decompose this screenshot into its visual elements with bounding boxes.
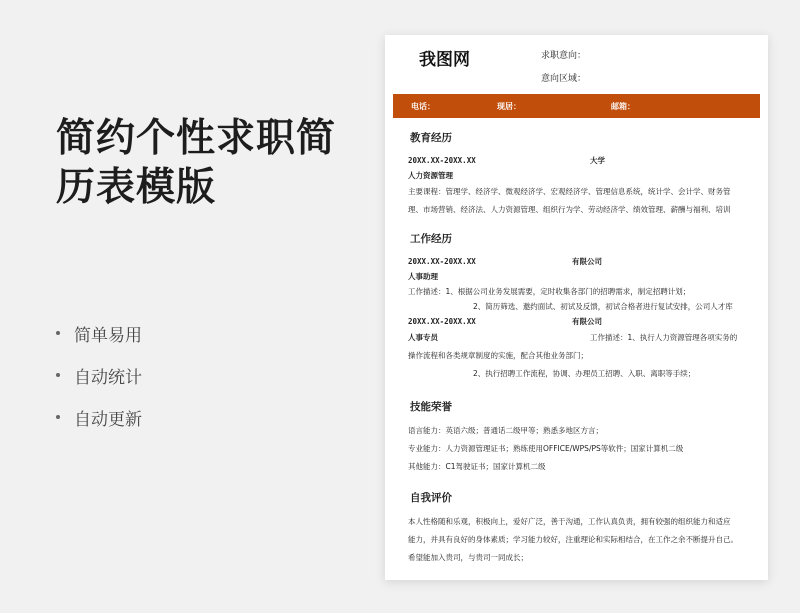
education-row [408, 153, 760, 168]
resume-preview [385, 35, 768, 580]
job1-desc-2: 2、简历筛选、邀约面试、初试及反馈，初试合格者进行复试安排，公司人才库 [473, 302, 733, 311]
skill-other: 其他能力：C1驾驶证书；国家计算机二级 [408, 462, 546, 471]
education-major: 人力资源管理 [408, 171, 453, 180]
work-title: 工作经历 [410, 233, 452, 245]
skill-language: 语言能力：英语六级；普通话二级甲等；熟悉多地区方言； [408, 426, 603, 435]
self-eval-line-3: 希望能加入贵司，与贵司一同成长； [408, 553, 528, 562]
brand-name: 我图网 [419, 50, 470, 70]
contact-bar [393, 94, 760, 118]
job1-period: 20XX.XX-20XX.XX [408, 257, 476, 266]
self-eval-line-1: 本人性格随和乐观，积极向上，爱好广泛，善于沟通，工作认真负责，拥有较强的组织能力和适应 [408, 517, 731, 526]
job2-company: 有限公司 [572, 317, 602, 326]
job1-company: 有限公司 [572, 257, 602, 266]
job2-desc-3: 2、执行招聘工作流程，协调、办理员工招聘、入职、离职等手续； [473, 369, 696, 378]
phone-label: 电话： [411, 102, 435, 111]
education-courses-2: 理、市场营销、经济法、人力资源管理、组织行为学、劳动经济学、绩效管理、薪酬与福利、培训 [408, 205, 731, 214]
area-label: 意向区域： [541, 74, 587, 84]
feature-item [56, 312, 142, 354]
job2-role: 人事专员 [408, 333, 438, 342]
page-title [56, 114, 336, 212]
self-eval-title: 自我评价 [410, 492, 452, 504]
bullet-dot-icon [56, 415, 60, 419]
title-line-2: 历表模版 [56, 165, 217, 210]
job2-desc-2: 操作流程和各类规章制度的实施，配合其他业务部门； [408, 351, 588, 360]
education-courses-1: 主要课程：管理学、经济学、微观经济学、宏观经济学、管理信息系统，统计学、会计学、财务管 [408, 187, 731, 196]
job-intent-label: 求职意向： [541, 51, 587, 61]
resume-content [408, 130, 760, 567]
job2-row [408, 314, 760, 329]
job2-desc-1: 工作描述：1、执行人力资源管理各项实务的 [590, 333, 738, 342]
self-eval-line-2: 能力，并具有良好的身体素质；学习能力较好，注重理论和实际相结合，在工作之余不断提升自己。 [408, 535, 738, 544]
intent-block [541, 45, 586, 91]
title-line-1: 简约个性求职简 [56, 116, 337, 161]
education-school: 大学 [590, 156, 605, 165]
education-title: 教育经历 [410, 132, 452, 144]
job1-row [408, 254, 760, 269]
feature-item [56, 396, 142, 438]
job1-desc-1: 工作描述：1、根据公司业务发展需要，定时收集各部门的招聘需求，制定招聘计划； [408, 287, 691, 296]
bullet-dot-icon [56, 373, 60, 377]
job2-role-row [408, 329, 760, 347]
feature-label: 自动统计 [74, 367, 142, 388]
bullet-dot-icon [56, 331, 60, 335]
skills-title: 技能荣誉 [410, 401, 452, 413]
feature-label: 自动更新 [74, 409, 142, 430]
email-label: 邮箱： [611, 102, 635, 111]
skill-professional: 专业能力：人力资源管理证书；熟练使用OFFICE/WPS/PS等软件；国家计算机二级 [408, 444, 684, 453]
feature-list [56, 312, 142, 438]
job1-role: 人事助理 [408, 272, 438, 281]
feature-label: 简单易用 [74, 325, 142, 346]
job2-period: 20XX.XX-20XX.XX [408, 317, 476, 326]
feature-item [56, 354, 142, 396]
address-label: 现居： [497, 102, 521, 111]
education-period: 20XX.XX-20XX.XX [408, 156, 476, 165]
